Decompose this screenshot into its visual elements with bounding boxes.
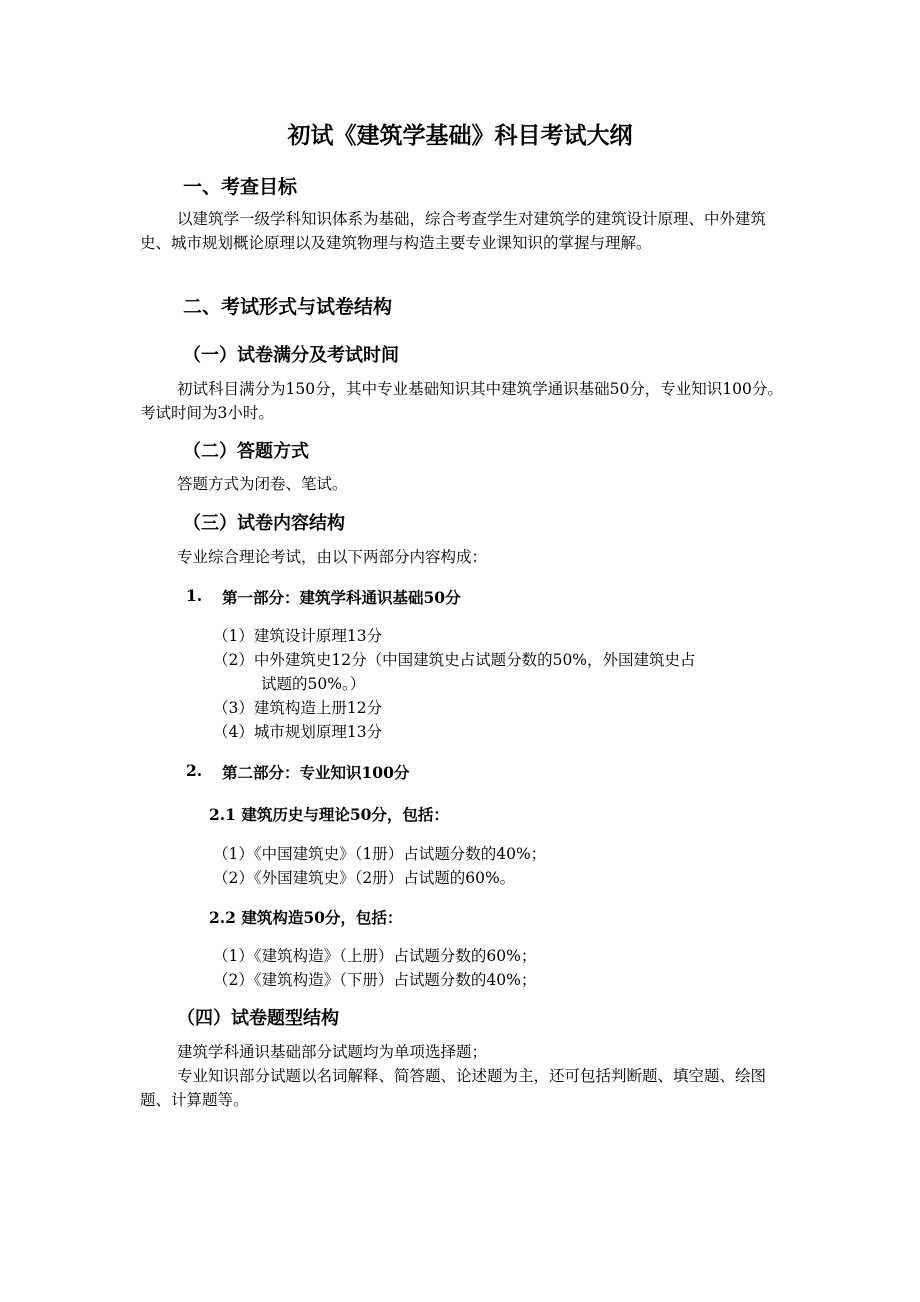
document-title: 初试《建筑学基础》科目考试大纲 (287, 122, 633, 149)
question-types-paragraph: 专业知识部分试题以名词解释、简答题、论述题为主，还可包括判断题、填空题、绘图题、计算题等。 (140, 1067, 767, 1109)
section-heading-exam-format: 二、考试形式与试卷结构 (183, 296, 393, 318)
subpart-heading-history-theory: 2.1 建筑历史与理论50分，包括： (209, 805, 449, 824)
part1-item: （4）城市规划原理13分 (213, 723, 383, 741)
section-heading-objectives: 一、考查目标 (183, 176, 298, 198)
history-theory-item: （2）《外国建筑史》（2册）占试题的60%。 (213, 869, 516, 887)
content-structure-intro: 专业综合理论考试，由以下两部分内容构成： (177, 548, 488, 566)
part1-label: 第一部分：建筑学科通识基础50分 (222, 588, 461, 607)
subpart-heading-construction: 2.2 建筑构造50分，包括： (209, 908, 403, 927)
construction-item: （2）《建筑构造》（下册）占试题分数的40%； (213, 971, 537, 989)
part1-item-continuation: 试题的50%。） (261, 675, 366, 693)
part1-item: （2）中外建筑史12分（中国建筑史占试题分数的50%，外国建筑史占 (213, 651, 696, 669)
part2-number: 2. (186, 761, 203, 780)
subsection-heading-question-types: （四）试卷题型结构 (177, 1008, 339, 1029)
subsection-heading-score-time: （一）试卷满分及考试时间 (183, 345, 399, 366)
part1-number: 1. (186, 586, 203, 605)
history-theory-item: （1）《中国建筑史》（1册）占试题分数的40%； (213, 845, 547, 863)
answer-method-paragraph: 答题方式为闭卷、笔试。 (177, 475, 348, 493)
question-types-paragraph: 建筑学科通识基础部分试题均为单项选择题； (177, 1043, 488, 1061)
part1-item: （3）建筑构造上册12分 (213, 699, 383, 717)
score-time-paragraph: 初试科目满分为150分，其中专业基础知识其中建筑学通识基础50分，专业知识100分。考试时间为3小时。 (140, 380, 783, 422)
objectives-paragraph: 以建筑学一级学科知识体系为基础，综合考查学生对建筑学的建筑设计原理、中外建筑史、城市规划概论原理以及建筑物理与构造主要专业课知识的掌握与理解。 (140, 210, 767, 252)
construction-item: （1）《建筑构造》（上册）占试题分数的60%； (213, 947, 537, 965)
part1-item: （1）建筑设计原理13分 (213, 627, 383, 645)
subsection-heading-answer-method: （二）答题方式 (183, 441, 309, 462)
subsection-heading-content-structure: （三）试卷内容结构 (183, 513, 345, 534)
part2-label: 第二部分：专业知识100分 (222, 763, 410, 782)
